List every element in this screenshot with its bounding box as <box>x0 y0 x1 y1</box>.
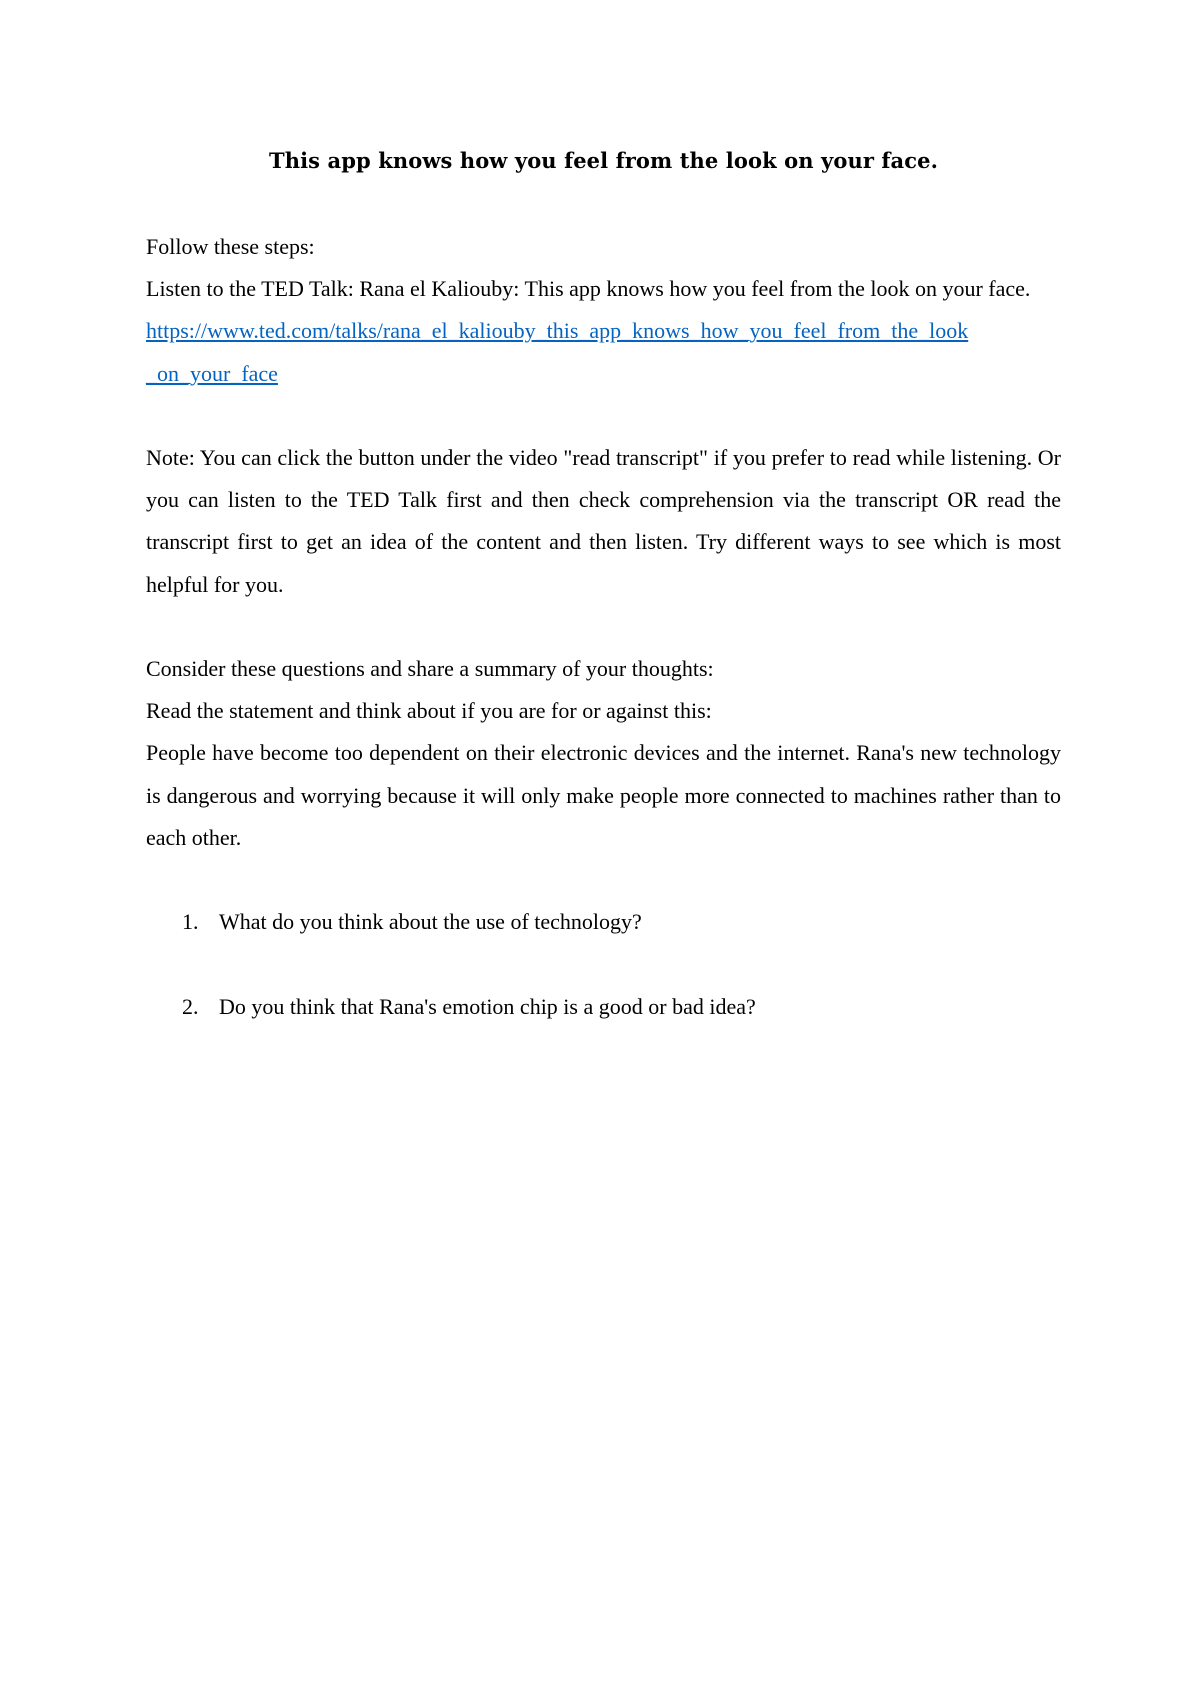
ted-talk-link-line1: https://www.ted.com/talks/rana_el_kaliouby_this_app_knows_how_you_feel_from_the_look <box>146 318 969 344</box>
spacer <box>146 606 1061 648</box>
question-number: 2. <box>182 993 199 1019</box>
questions-list <box>146 901 1061 1028</box>
spacer <box>146 943 1061 985</box>
spacer <box>146 859 1061 901</box>
read-statement-text: Read the statement and think about if you are for or against this: <box>146 698 712 724</box>
consider-text: Consider these questions and share a summary of your thoughts: <box>146 656 714 681</box>
spacer <box>146 395 1061 437</box>
document-title: This app knows how you feel from the look on your face. <box>269 148 938 173</box>
intro-text: Follow these steps: <box>146 234 315 259</box>
document-body <box>146 226 1061 1028</box>
question-item <box>146 986 1061 1028</box>
ted-talk-link[interactable] <box>146 310 1061 394</box>
question-text: What do you think about the use of technology? <box>219 909 642 935</box>
question-item <box>146 901 1061 943</box>
question-number: 1. <box>182 909 199 935</box>
note-paragraph: Note: You can click the button under the video "read transcript" if you prefer to read while listening. Or you can listen to the TED Talk first and then check comprehension via the transcript OR read the transcript first to get an idea of the content and then listen. Try different ways to see which is most helpful for you. <box>146 445 1061 597</box>
ted-talk-link-line2: _on_your_face <box>146 360 278 386</box>
statement-paragraph: People have become too dependent on their electronic devices and the internet. Rana's new technology is dangerous and worrying because it will only make people more connected to machines rather than to each other. <box>146 740 1061 850</box>
listen-instruction: Listen to the TED Talk: Rana el Kaliouby: This app knows how you feel from the look on your face. <box>146 276 1031 302</box>
question-text: Do you think that Rana's emotion chip is a good or bad idea? <box>219 993 756 1019</box>
